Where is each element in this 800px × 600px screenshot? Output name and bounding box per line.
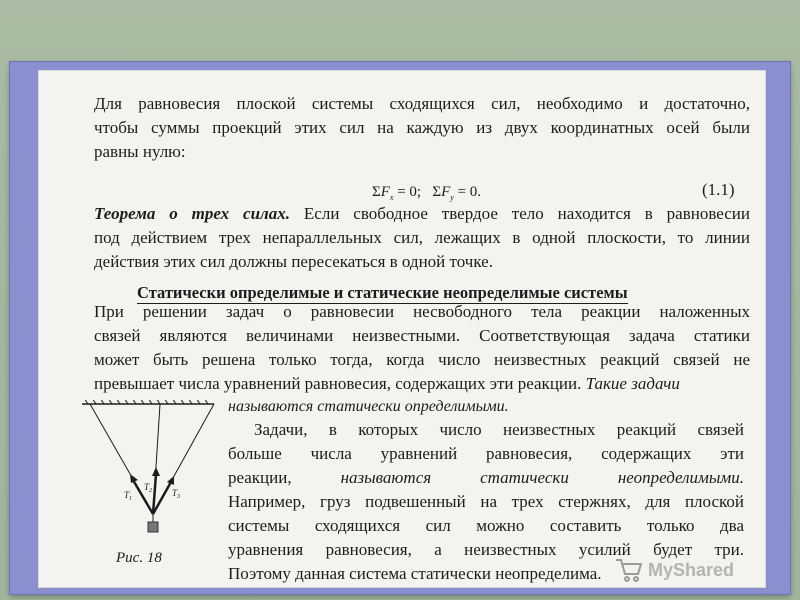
force-symbol: F — [380, 184, 390, 200]
equilibrium-formula — [372, 184, 481, 202]
paragraph2-line2: связей являются величинами неизвестными. Соответствующая задача статики — [94, 326, 750, 345]
theorem-line1-rest: Если свободное твердое тело находится в равновесии — [290, 204, 750, 223]
equation-y-rhs: = 0. — [453, 184, 482, 200]
paragraph1-line3: равны нулю: — [94, 142, 186, 161]
t3-label: $T_3$ — [172, 488, 181, 500]
paragraph3-line3 — [228, 466, 744, 490]
paragraph2-line3: может быть решена только тогда, когда число неизвестных реакций связей не — [94, 350, 750, 369]
theorem-line1 — [94, 202, 750, 226]
equation-x-rhs: = 0; — [393, 184, 422, 200]
force-symbol: F — [441, 184, 451, 200]
force-vectors — [133, 474, 171, 514]
sigma-symbol: Σ — [432, 184, 442, 200]
t1-label: $T_1$ — [124, 490, 133, 502]
paragraph2-line4-italic: Такие задачи — [581, 374, 680, 393]
paragraph2-line5: называются статически определимыми. — [228, 398, 509, 415]
paragraph3-line3-italic: называются статически неопределимыми. — [340, 468, 745, 487]
equation-number: (1.1) — [702, 180, 735, 199]
paragraph3-line6: уравнения равновесия, а неизвестных усилий будет три. — [228, 540, 744, 559]
theorem-line2: под действием трех непараллельных сил, лежащих в одной плоскости, то линии — [94, 228, 750, 247]
paragraph1-line1: Для равновесия плоской системы сходящихся сил, необходимо и достаточно, — [94, 94, 750, 113]
slide-frame — [10, 62, 790, 594]
paragraph2-line4 — [94, 372, 680, 396]
sigma-symbol: Σ — [372, 184, 381, 200]
force-t1-arrow — [133, 480, 153, 514]
suspended-weight-figure — [78, 400, 218, 540]
y-subscript: y — [450, 193, 454, 202]
figure-caption: Рис. 18 — [116, 550, 162, 566]
paragraph3-line3-normal: реакции, — [228, 468, 292, 487]
paragraph3-line1: Задачи, в которых число неизвестных реакций связей — [254, 420, 744, 439]
paragraph3-line5: системы сходящихся сил можно составить только два — [228, 516, 744, 535]
paragraph2-line4-normal: превышает числа уравнений равновесия, содержащих эти реакции. — [94, 374, 582, 393]
paragraph1-line2: чтобы суммы проекций этих сил на каждую из двух координатных осей были — [94, 118, 750, 137]
suspended-weight — [148, 522, 158, 532]
x-subscript: x — [389, 193, 394, 202]
t2-arrowhead — [152, 467, 160, 476]
paragraph3-line7: Поэтому данная система статически неопределима. — [228, 564, 602, 583]
theorem-title: Теорема о трех силах. — [94, 204, 291, 223]
theorem-line3: действия этих сил должны пересекаться в одной точке. — [94, 252, 493, 271]
t1-arrowhead — [130, 474, 138, 483]
section-heading: Статически определимые и статические неопределимые системы — [137, 283, 628, 302]
myshared-watermark — [612, 554, 772, 584]
paragraph3-line4: Например, груз подвешенный на трех стержнях, для плоской — [228, 492, 744, 511]
paragraph3-line2: больше числа уравнений равновесия, содержащих эти — [228, 444, 744, 463]
paragraph2-line1: При решении задач о равновесии несвободного тела реакции наложенных — [94, 302, 750, 321]
t2-label: $T_2$ — [144, 482, 153, 494]
watermark-text: MyShared — [648, 560, 735, 580]
cart-icon — [616, 560, 641, 581]
document-page — [38, 70, 766, 588]
